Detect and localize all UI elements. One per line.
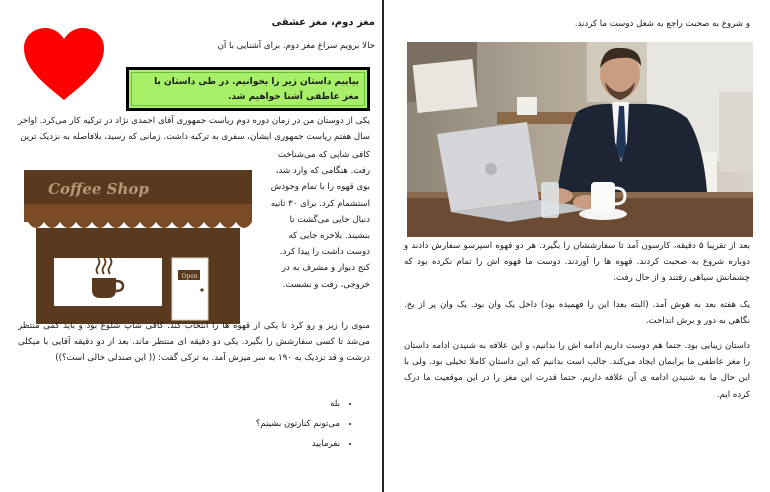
right-page — [386, 0, 770, 492]
wrap-line: بنشیند. بلاخره جایی که — [288, 231, 370, 242]
shop-sign-text: Coffee Shop — [48, 180, 149, 198]
paragraph-1: بعد از تقریبا ۵ دقیقه، کارسون آمد تا سفارششان را بگیرد. هر دو قهوه اسپرسو سفارش دادند و دوباره شروع به صحبت کردند. قهوه ها را آوردند. دوست ما قهوه اش را تمام نکرده بود که چشمانش سیاهی رفتند و از حال رفت. — [404, 241, 750, 284]
wrap-line: استشمام کرد. برای ۳۰ ثانیه — [270, 198, 370, 209]
wrap-line: خروجی، رفت و نشست. — [282, 279, 370, 290]
list-item: • بله — [40, 394, 340, 414]
list-item: • می‌تونم کنارتون بشینم؟ — [40, 414, 340, 434]
top-line: و شروع به صحبت راجع به شغل دوست ما کردند. — [574, 19, 750, 29]
paragraph-top: یکی از دوستان من در زمان دوره دوم ریاست جمهوری آقای احمدی نژاد در ترکیه کار می‌کرد. اواخر سال هفتم ریاست جمهوری ایشان، سفری به ترکیه داشت. زمانی که رسید، بلافاصله به نزدیک ترین — [18, 116, 370, 143]
wrap-line: رفت. هنگامی که وارد شد، — [275, 166, 370, 177]
businessman-laptop-photo — [407, 42, 753, 237]
heart-icon — [22, 26, 106, 102]
paragraph-bottom: منوی را زیر و رو کرد تا یکی از قهوه ها را انتخاب کند. کافی شاپ شلوغ بود و باید کمی منتظر می‌شد تا کسی سفارشش را بگیرد. یکی دو دقیقه ای منتظر ماند. بعد از دو دقیقه آقایی با میکلی درشت و قد نزدیک به ۱۹۰ به سر میزش آمد. به ترکی گفت: (( این صندلی خالی است؟)) — [18, 321, 370, 364]
wrap-line: کنج دیوار و مشرف به در — [281, 263, 370, 274]
shop-awning — [24, 204, 252, 228]
wrap-line: دنبال جایی می‌گشت تا — [289, 214, 370, 225]
left-page — [0, 0, 382, 492]
callout-text: بیاییم داستان زیر را بخوانیم. در طی داستان با مغز عاطفی آشنا خواهیم شد. — [154, 77, 359, 102]
paragraph-2: یک هفته بعد به هوش آمد. (البته بعدا این را فهمیده بود) داخل یک وان بود. یک وان پر از یخ. نگاهی به دور و برش انداخت. — [404, 300, 750, 327]
page-divider — [382, 0, 384, 492]
list-item: • بفرمایید — [40, 434, 340, 454]
wrapped-text — [262, 147, 370, 293]
wrap-line: کافی شاپی که می‌شناخت — [277, 150, 370, 160]
wrap-line: دوست داشت را پیدا کرد. — [279, 247, 370, 258]
chapter-title: مغز دوم، مغز عشقی — [271, 17, 375, 28]
paragraph-3: داستان زیبایی بود. حتما هم دوست داریم ادامه اش را بدانیم، و این علاقه به شنیدن ادامه داستان را مغز عاطفی ما برایمان ایجاد می‌کند. جالب است بدانیم که این داستان کاملا تخیلی بود. ولی با این حال ما به شنیدن ادامه ی آن علاقه داریم. حتما قدرت این مغز را در این موقعیت ما درک کرده ایم. — [404, 341, 750, 400]
callout-box — [126, 67, 370, 111]
door-sign-text: Open — [181, 273, 198, 280]
intro-text: حالا برویم سراغ مغز دوم. برای آشنایی با آن — [217, 41, 375, 51]
cup-icon — [92, 278, 116, 298]
wrap-line: بوی قهوه را با تمام وجودش — [270, 182, 370, 193]
options-list — [40, 394, 358, 454]
coffee-shop-illustration — [18, 166, 254, 326]
